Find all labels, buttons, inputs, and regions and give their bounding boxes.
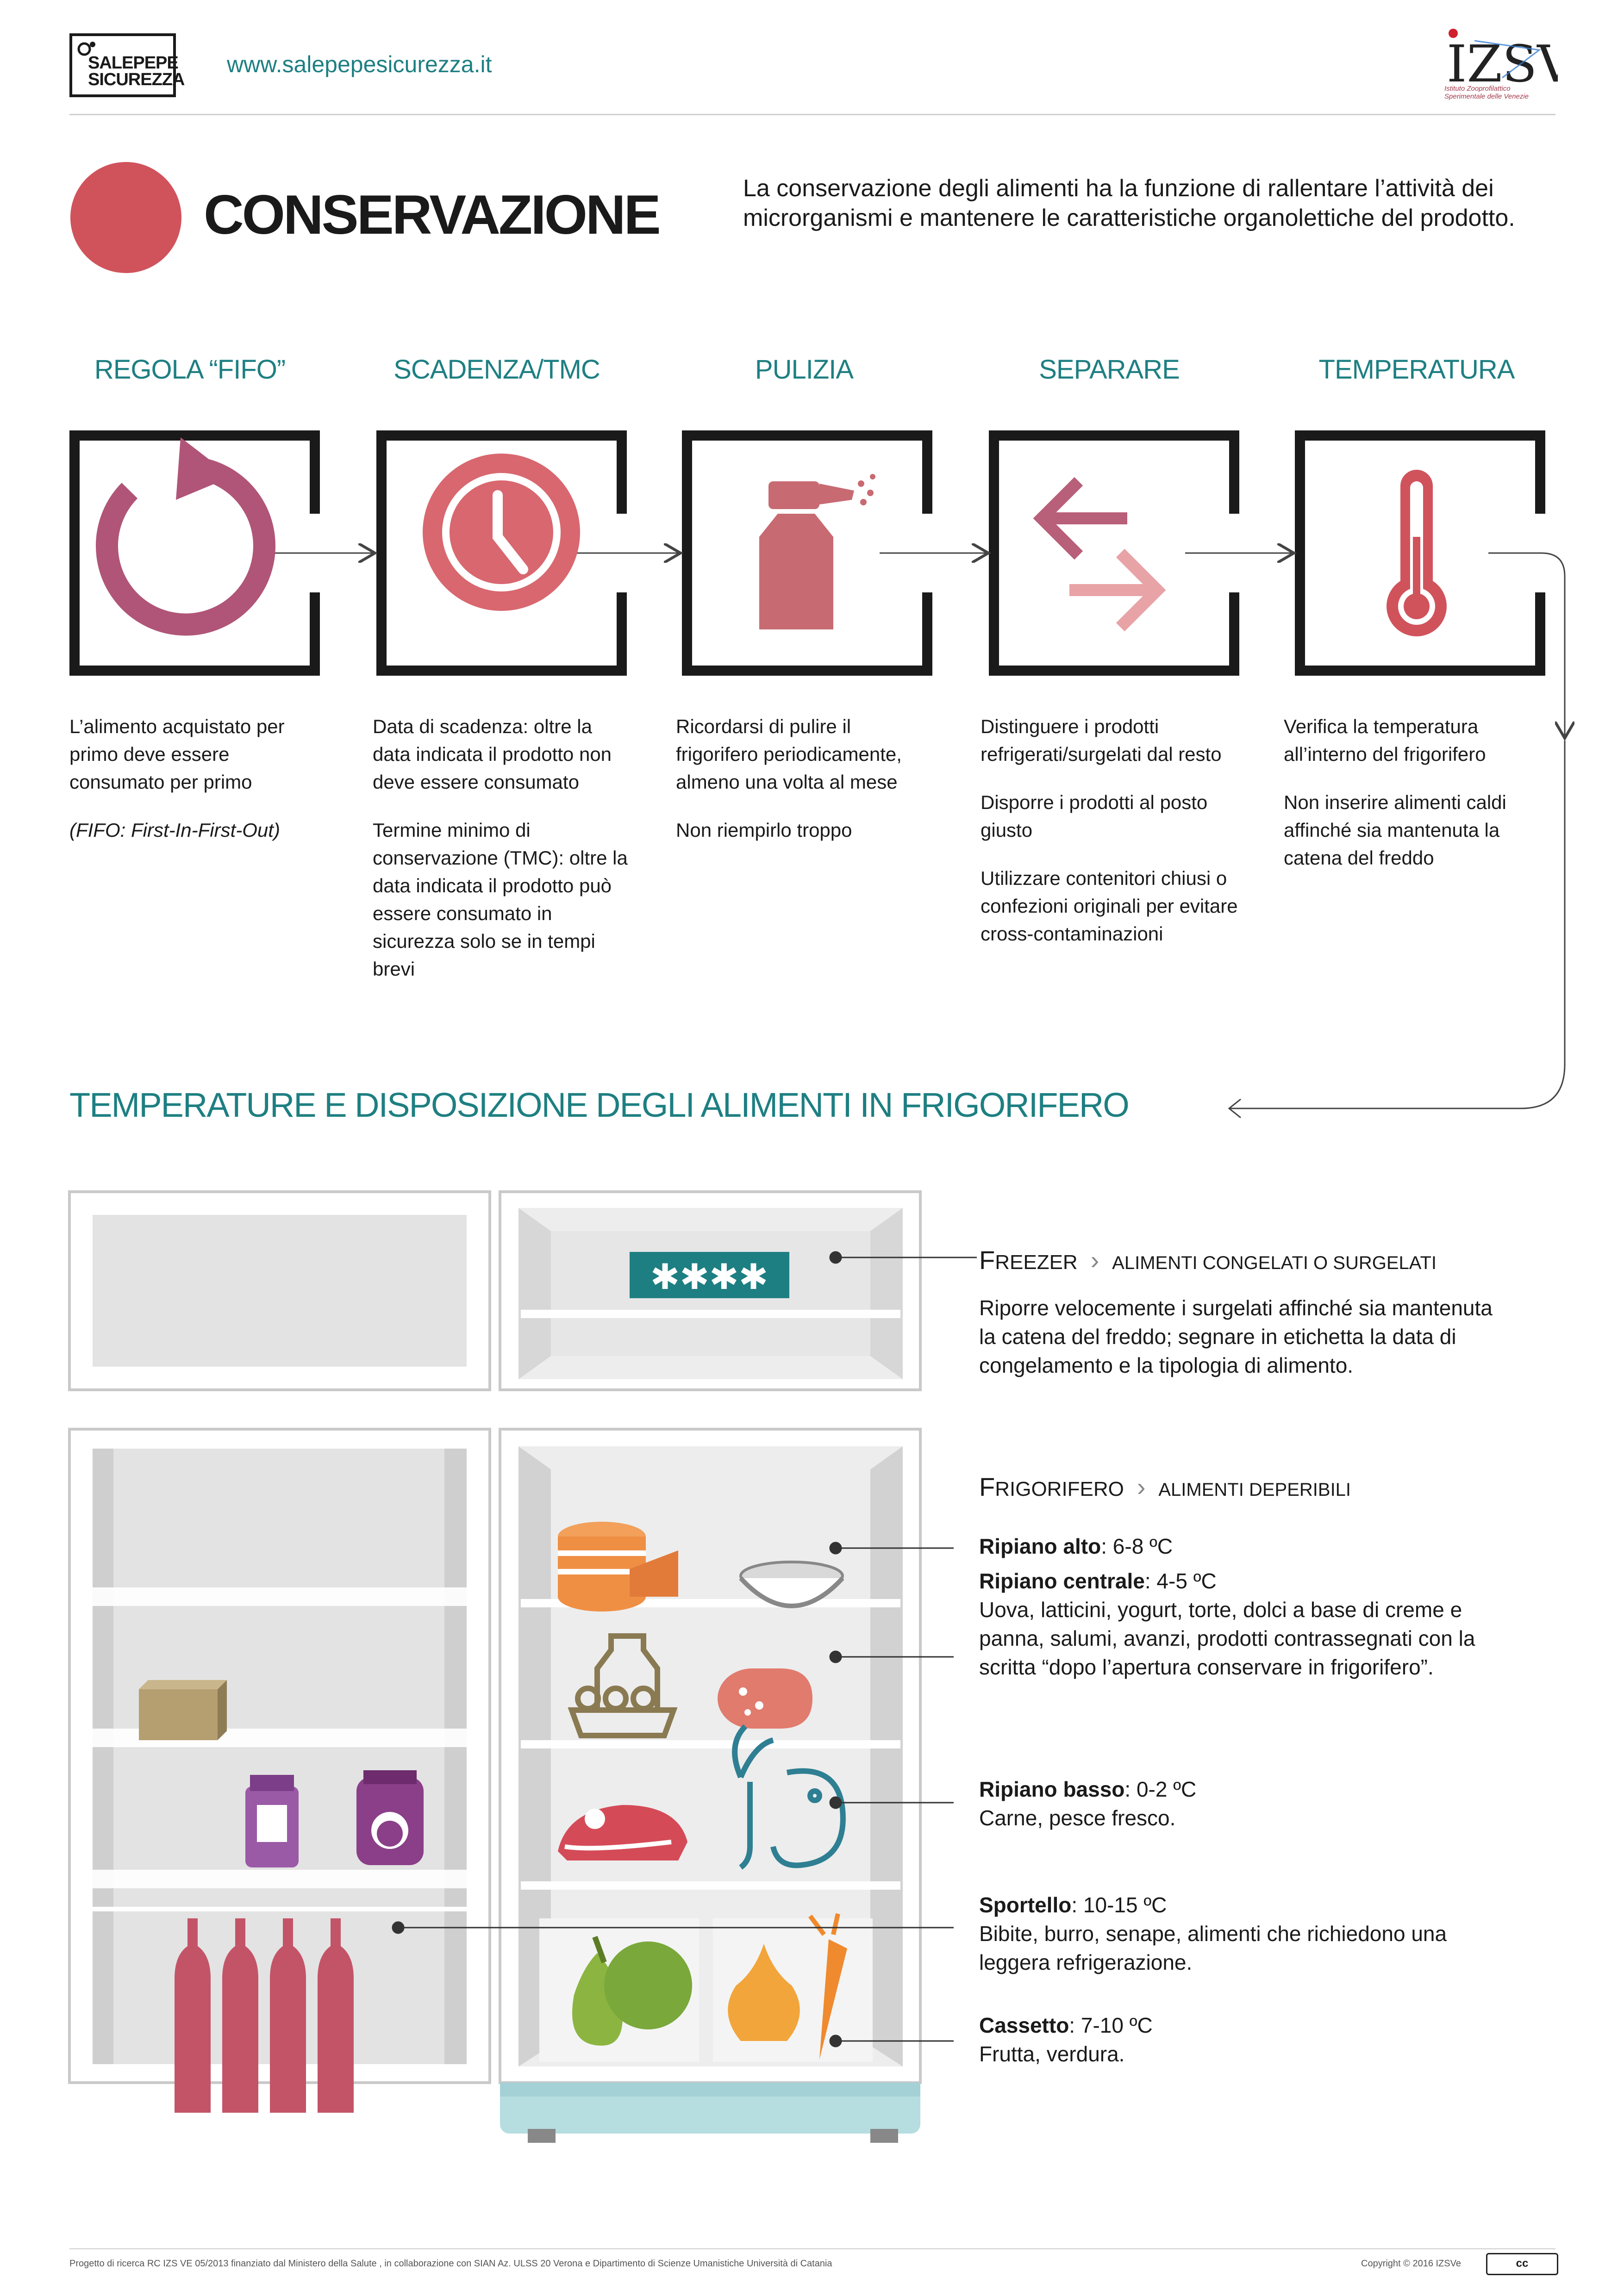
- footer-credits: Progetto di ricerca RC IZS VE 05/2013 finanziato dal Ministero della Salute , in collaborazione con SIAN Az. ULSS 20 Verona e Dipartimento di Scienze Umanistiche Università di Catania: [69, 2259, 832, 2269]
- chevron-right-icon: ›: [1090, 1245, 1099, 1275]
- pulizia-text: Ricordarsi di pulire il frigorifero periodicamente, almeno una volta al mese: [676, 716, 902, 793]
- logo-line2: SICUREZZA: [88, 70, 185, 89]
- step-title-separare: SEPARARE: [1039, 355, 1180, 385]
- zone-sportello-text: Bibite, burro, senape, alimenti che richiedono una leggera refrigerazione.: [979, 1922, 1447, 1974]
- fridge-title: [979, 1472, 1351, 1502]
- zone-basso-label: Ripiano basso: [979, 1777, 1125, 1801]
- izsve-sub2: Sperimentale delle Venezie: [1444, 93, 1529, 100]
- step-title-pulizia: PULIZIA: [755, 355, 854, 385]
- zone-cassetto-label: Cassetto: [979, 2013, 1069, 2037]
- footer-divider: [69, 2248, 1555, 2249]
- fridge-title-rest: RIGORIFERO: [995, 1478, 1124, 1500]
- step-title-scadenza: SCADENZA/TMC: [394, 355, 600, 385]
- freezer-title-initial: F: [979, 1245, 995, 1275]
- zone-alto-temp: : 6-8 ºC: [1101, 1534, 1173, 1558]
- freezer-stars: ✱✱✱✱: [650, 1256, 768, 1297]
- fridge-title-initial: F: [979, 1472, 995, 1501]
- fridge-illustration: [0, 1180, 954, 2175]
- separare-text1: Distinguere i prodotti refrigerati/surgelati dal resto: [981, 716, 1222, 765]
- cherry-jar-icon: [356, 1770, 424, 1865]
- butter-icon: [139, 1680, 227, 1740]
- zone-alto-label: Ripiano alto: [979, 1534, 1101, 1558]
- zone-basso: [979, 1775, 1498, 1832]
- logo-line1: SALEPEPE: [88, 53, 178, 73]
- separare-text2: Disporre i prodotti al posto giusto: [981, 791, 1208, 841]
- zone-centrale: [979, 1567, 1498, 1681]
- zone-centrale-text: Uova, latticini, yogurt, torte, dolci a base di creme e panna, salumi, avanzi, prodotti contrassegnati con la scritta “dopo l’apertura conservare in frigorifero”.: [979, 1598, 1475, 1679]
- zone-centrale-label: Ripiano centrale: [979, 1569, 1145, 1593]
- zone-cassetto-temp: : 7-10 ºC: [1069, 2013, 1153, 2037]
- zone-centrale-temp: : 4-5 ºC: [1144, 1569, 1217, 1593]
- clock-icon: [423, 454, 580, 611]
- zone-sportello-temp: : 10-15 ºC: [1071, 1893, 1167, 1917]
- separare-text3: Utilizzare contenitori chiusi o confezioni originali per evitare cross-contaminazioni: [981, 867, 1238, 945]
- jar-icon: [245, 1775, 299, 1867]
- footer-copyright: Copyright © 2016 IZSVe: [1361, 2259, 1461, 2269]
- intro-text: La conservazione degli alimenti ha la funzione di rallentare l’attività dei microrganismi e mantenere le caratteristiche organolettiche del prodotto.: [743, 175, 1515, 231]
- step-title-temperatura: TEMPERATURA: [1318, 355, 1515, 385]
- step-title-fifo: REGOLA “FIFO”: [94, 355, 286, 385]
- chevron-right-icon: ›: [1137, 1472, 1146, 1501]
- cc-license-badge: cc: [1486, 2253, 1558, 2275]
- zone-alto: [979, 1532, 1498, 1561]
- scadenza-text: Data di scadenza: oltre la data indicata il prodotto non deve essere consumato: [373, 716, 612, 793]
- freezer-text: Riporre velocemente i surgelati affinché sia mantenuta la catena del freddo; segnare in etichetta la data di congelamento e la tipologia di alimento.: [979, 1296, 1493, 1377]
- temperatura-text1: Verifica la temperatura all’interno del frigorifero: [1284, 716, 1486, 765]
- zone-basso-temp: : 0-2 ºC: [1124, 1777, 1197, 1801]
- temperatura-text2: Non inserire alimenti caldi affinché sia mantenuta la catena del freddo: [1284, 791, 1506, 869]
- swap-arrows-icon: [1042, 481, 1157, 627]
- zone-sportello-label: Sportello: [979, 1893, 1072, 1917]
- website-link[interactable]: www.salepepesicurezza.it: [227, 51, 492, 77]
- zone-basso-text: Carne, pesce fresco.: [979, 1806, 1176, 1830]
- izsve-logo-text: IZSV: [1447, 34, 1558, 85]
- freezer-title-rest: REEZER: [995, 1251, 1078, 1274]
- section-connector: [0, 740, 1624, 1134]
- pulizia-note: Non riempirlo troppo: [676, 819, 852, 841]
- page-title: CONSERVAZIONE: [204, 184, 659, 246]
- thermometer-icon: [1387, 470, 1447, 636]
- fridge-subtitle: ALIMENTI DEPERIBILI: [1158, 1480, 1351, 1500]
- izsve-sub1: Istituto Zooprofilattico: [1444, 85, 1511, 93]
- zone-sportello: [979, 1891, 1498, 1977]
- tmc-text: Termine minimo di conservazione (TMC): oltre la data indicata il prodotto può essere consumato in sicurezza solo se in tempi brevi: [373, 819, 628, 980]
- fifo-note: (FIFO: First-In-First-Out): [69, 819, 280, 841]
- zone-cassetto-text: Frutta, verdura.: [979, 2042, 1125, 2066]
- spray-bottle-icon: [759, 474, 875, 629]
- section-title: TEMPERATURE E DISPOSIZIONE DEGLI ALIMENTI IN FRIGORIFERO: [69, 1086, 1129, 1124]
- freezer-title: [979, 1245, 1437, 1275]
- freezer-subtitle: ALIMENTI CONGELATI O SURGELATI: [1112, 1253, 1437, 1273]
- salami-icon: [718, 1668, 812, 1729]
- refresh-icon: [107, 437, 264, 624]
- steps-graphics: [0, 0, 1624, 740]
- zone-cassetto: [979, 2011, 1498, 2068]
- fifo-text: L’alimento acquistato per primo deve essere consumato per primo: [69, 716, 285, 793]
